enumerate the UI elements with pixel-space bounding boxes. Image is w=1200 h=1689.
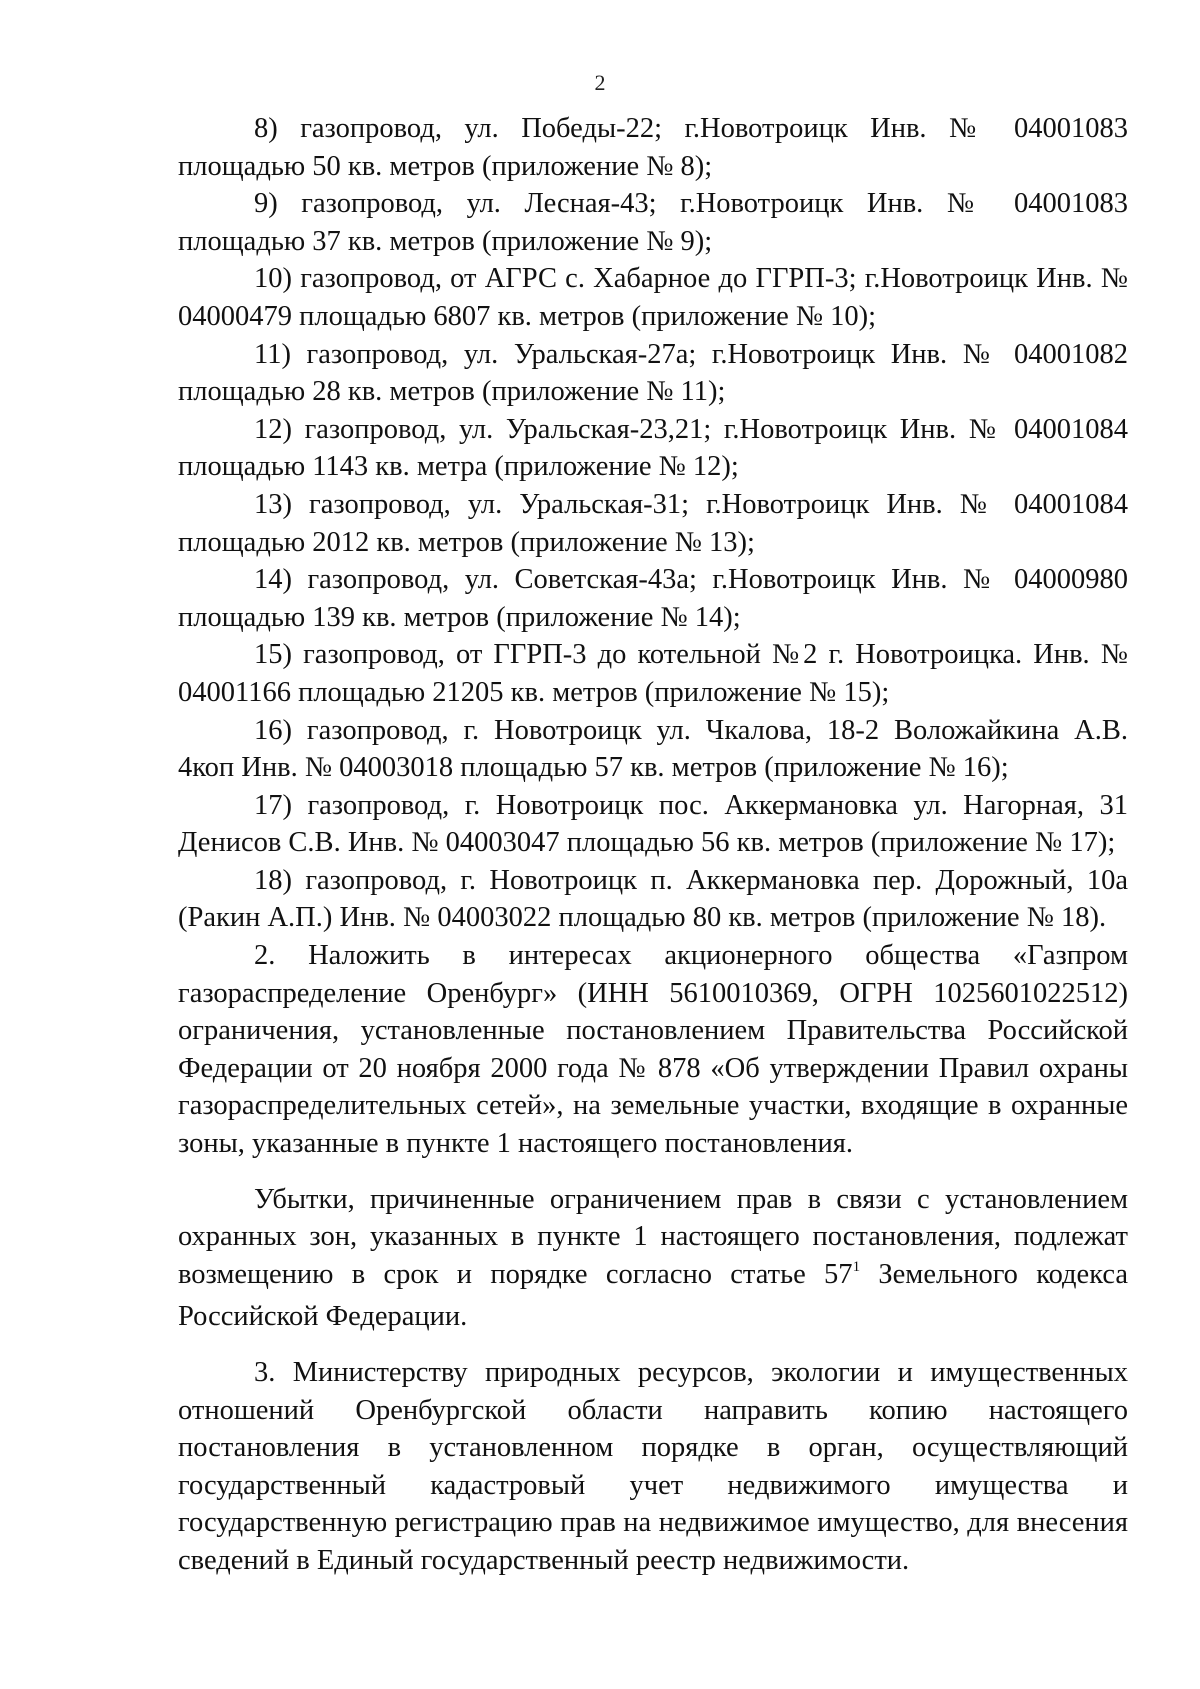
list-item-10: 10) газопровод, от АГРС с. Хабарное до ГГРП-3; г.Новотроицк Инв. № 04000479 площадью 6807 кв. метров (приложение № 10); bbox=[178, 263, 1128, 332]
list-item-12: 12) газопровод, ул. Уральская-23,21; г.Новотроицк Инв. № 04001084 площадью 1143 кв. метра (приложение № 12); bbox=[178, 413, 1128, 483]
list-item-11: 11) газопровод, ул. Уральская-27а; г.Новотроицк Инв. № 04001082 площадью 28 кв. метров (приложение № 11); bbox=[178, 338, 1128, 408]
section-3-paragraph: 3. Министерству природных ресурсов, экологии и имущественных отношений Оренбургской области направить копию настоящего постановления в установленном порядке в орган, осуществляющий государственный кадастровый учет недвижимого имущества и государственную регистрацию прав на недвижимое имущество, для внесения сведений в Единый государственный реестр недвижимости. bbox=[178, 1357, 1128, 1576]
list-item-13: 13) газопровод, ул. Уральская-31; г.Новотроицк Инв. № 04001084 площадью 2012 кв. метров (приложение № 13); bbox=[178, 488, 1128, 558]
list-item-16: 16) газопровод, г. Новотроицк ул. Чкалова, 18-2 Воложайкина А.В. 4коп Инв. № 04003018 площадью 57 кв. метров (приложение № 16); bbox=[178, 714, 1128, 784]
document-body bbox=[178, 110, 1128, 1580]
list-item-18: 18) газопровод, г. Новотроицк п. Аккермановка пер. Дорожный, 10а (Ракин А.П.) Инв. № 04003022 площадью 80 кв. метров (приложение № 18). bbox=[178, 864, 1128, 934]
list-item-15: 15) газопровод, от ГГРП-3 до котельной №2 г. Новотроицка. Инв. № 04001166 площадью 21205 кв. метров (приложение № 15); bbox=[178, 639, 1128, 708]
losses-text: Убытки, причиненные ограничением прав в связи с установлением охранных зон, указанных в пункте 1 настоящего постановления, подлежат возмещению в срок и порядке согласно статье 57 bbox=[178, 1183, 1128, 1290]
list-item-14: 14) газопровод, ул. Советская-43а; г.Новотроицк Инв. № 04000980 площадью 139 кв. метров (приложение № 14); bbox=[178, 564, 1128, 633]
list-item-8: 8) газопровод, ул. Победы-22; г.Новотроицк Инв. № 04001083 площадью 50 кв. метров (приложение № 8); bbox=[178, 113, 1128, 182]
list-item-9: 9) газопровод, ул. Лесная-43; г.Новотроицк Инв. № 04001083 площадью 37 кв. метров (приложение № 9); bbox=[178, 188, 1128, 257]
losses-paragraph bbox=[178, 1181, 1128, 1336]
losses-text-end: Земельного кодекса Российской Федерации. bbox=[178, 1258, 1128, 1333]
section-2-paragraph: 2. Наложить в интересах акционерного общества «Газпром газораспределение Оренбург» (ИНН 5610010369, ОГРН 1025601022512) ограничения, установленные постановлением Правительства Российской Федерации от 20 ноября 2000 года № 878 «Об утверждении Правил охраны газораспределительных сетей», на земельные участки, входящие в охранные зоны, указанные в пункте 1 настоящего постановления. bbox=[178, 940, 1128, 1160]
page-number: 2 bbox=[594, 70, 606, 95]
article-superscript: 1 bbox=[852, 1258, 861, 1275]
list-item-17: 17) газопровод, г. Новотроицк пос. Аккермановка ул. Нагорная, 31 Денисов С.В. Инв. № 04003047 площадью 56 кв. метров (приложение № 17); bbox=[178, 789, 1128, 859]
